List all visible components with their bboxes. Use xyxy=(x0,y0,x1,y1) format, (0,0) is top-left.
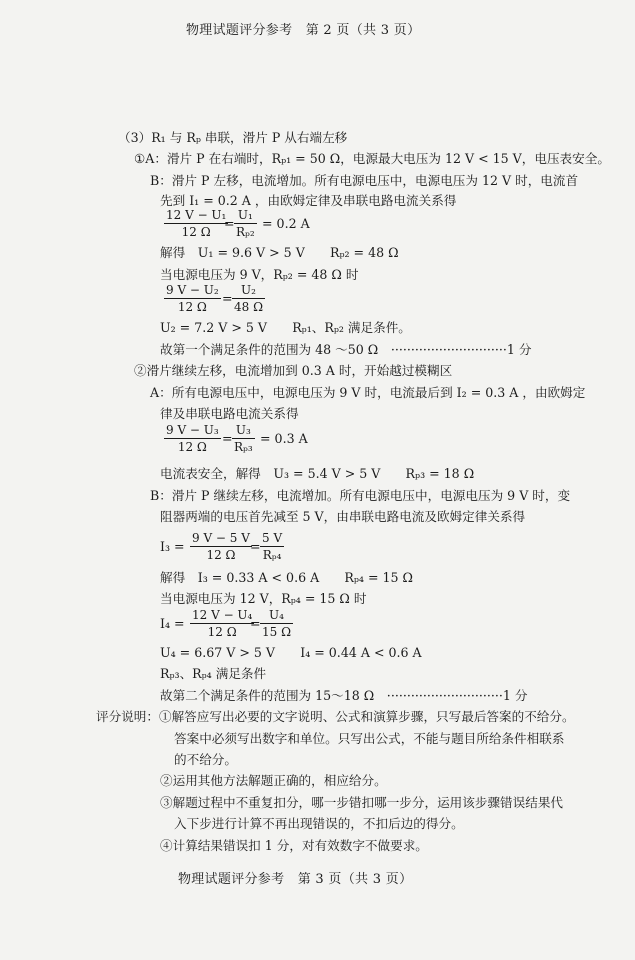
text-line: 阻器两端的电压首先减至 5 V，由串联电路电流及欧姆定律关系得 xyxy=(160,509,526,524)
fraction: U₄ 15 Ω xyxy=(262,608,292,639)
page-header: 物理试题评分参考 第 2 页（共 3 页） xyxy=(186,23,421,38)
text-line: 当电源电压为 12 V，Rₚ₄ = 15 Ω 时 xyxy=(160,591,367,606)
fraction: 9 V − U₂ 12 Ω xyxy=(166,283,219,314)
fraction: 5 V Rₚ₄ xyxy=(262,531,283,562)
text-line: 的不给分。 xyxy=(174,752,237,767)
text-line: 先到 I₁ = 0.2 A ，由欧姆定律及串联电路电流关系得 xyxy=(160,193,457,208)
text-line: 电流表安全，解得 U₃ = 5.4 V > 5 V Rₚ₃ = 18 Ω xyxy=(160,466,475,481)
fraction: U₂ 48 Ω xyxy=(234,283,264,314)
text-line: 当电源电压为 9 V，Rₚ₂ = 48 Ω 时 xyxy=(160,267,359,282)
fraction: U₁ Rₚ₂ xyxy=(236,208,255,239)
text-line: 解得 U₁ = 9.6 V > 5 V Rₚ₂ = 48 Ω xyxy=(160,245,399,260)
text-line: 答案中必须写出数字和单位。只写出公式，不能与题目所给条件相联系 xyxy=(174,731,565,746)
score-line: 故第二个满足条件的范围为 15～18 Ω ·····························1 分 xyxy=(160,688,528,703)
fraction: 9 V − U₃ 12 Ω xyxy=(166,423,219,454)
fraction: 12 V − U₄ 12 Ω xyxy=(192,608,253,639)
text-line: B：滑片 P 继续左移，电流增加。所有电源电压中，电源电压为 9 V 时，变 xyxy=(150,488,571,503)
page-footer: 物理试题评分参考 第 3 页（共 3 页） xyxy=(178,872,413,887)
text-line: U₄ = 6.67 V > 5 V I₄ = 0.44 A < 0.6 A xyxy=(160,645,422,660)
fraction: 9 V − 5 V 12 Ω xyxy=(192,531,250,562)
text-line: U₂ = 7.2 V > 5 V Rₚ₁、Rₚ₂ 满足条件。 xyxy=(160,320,411,335)
fraction: 12 V − U₁ 12 Ω xyxy=(166,208,227,239)
text-line: ②滑片继续左移，电流增加到 0.3 A 时，开始越过模糊区 xyxy=(134,363,453,378)
section-3-heading: （3）R₁ 与 Rₚ 串联，滑片 P 从右端左移 xyxy=(118,130,348,145)
fraction: U₃ Rₚ₃ xyxy=(234,423,253,454)
text-line: ③解题过程中不重复扣分，哪一步错扣哪一步分，运用该步骤错误结果代 xyxy=(160,795,563,810)
text-line: ①A：滑片 P 在右端时，Rₚ₁ = 50 Ω，电源最大电压为 12 V < 15 V，电压表安全。 xyxy=(134,151,610,166)
text-line: B：滑片 P 左移，电流增加。所有电源电压中，电源电压为 12 V 时，电流首 xyxy=(150,173,579,188)
text-line: A：所有电源电压中，电源电压为 9 V 时，电流最后到 I₂ = 0.3 A ，由欧姆定 xyxy=(150,385,586,400)
text-line: Rₚ₃、Rₚ₄ 满足条件 xyxy=(160,666,267,681)
score-line: 故第一个满足条件的范围为 48 ～50 Ω ·····························1 分 xyxy=(160,342,532,357)
text-line: 入下步进行计算不再出现错误的，不扣后边的得分。 xyxy=(174,816,464,831)
grading-notes-heading: 评分说明：①解答应写出必要的文字说明、公式和演算步骤，只写最后答案的不给分。 xyxy=(96,709,575,724)
text-line: 解得 I₃ = 0.33 A < 0.6 A Rₚ₄ = 15 Ω xyxy=(160,570,413,585)
text-line: ②运用其他方法解题正确的，相应给分。 xyxy=(160,773,387,788)
text-line: 律及串联电路电流关系得 xyxy=(160,406,299,421)
answer-sheet-page: 物理试题评分参考 第 2 页（共 3 页） （3）R₁ 与 Rₚ 串联，滑片 P 从右端左移 ①A：滑片 P 在右端时，Rₚ₁ = 50 Ω，电源最大电压为 12 V < 15 V，电压表安全。 B：滑片 P 左移，电流增加。所有电源电压中，电源电压为 12 V 时，电流首 先到 I₁ = 0.2 A ，由欧姆定律及串联电路电流关系得 12 V − U₁ 12 Ω = U₁ Rₚ₂ = 0.2 A 解得 U₁ = 9.6 V > 5 V Rₚ₂ = 48 Ω 当电源电压为 9 V，Rₚ₂ = 48 Ω 时 9 V − U₂ 12 Ω = U₂ 48 Ω U₂ = 7.2 V > 5 V Rₚ₁、Rₚ₂ 满足条件。 故第一个满足条件的范围为 48 ～50 Ω ·····························1 分 ②滑片继续左移，电流增加到 0.3 A 时，开始越过模糊区 A：所有电源电压中，电源电压为 9 V 时，电流最后到 I₂ = 0.3 A ，由欧姆定 律及串联电路电流关系得 9 V − U₃ 12 Ω = U₃ Rₚ₃ = 0.3 A 电流表安全，解得 U₃ = 5.4 V > 5 V Rₚ₃ = 18 Ω B：滑片 P 继续左移，电流增加。所有电源电压中，电源电压为 9 V 时，变 阻器两端的电压首先减至 5 V，由串联电路电流及欧姆定律关系得 I₃ = 9 V − 5 V 12 Ω = 5 V Rₚ₄ 解得 I₃ = 0.33 A < 0.6 A Rₚ₄ = 15 Ω 当电源电压为 12 V，Rₚ₄ = 15 Ω 时 I₄ = 12 V − U₄ 12 Ω = U₄ 15 Ω U₄ = 6.67 V > 5 V I₄ = 0.44 A < 0.6 A Rₚ₃、Rₚ₄ 满足条件 故第二个满足条件的范围为 15～18 Ω ·····························1 分 评分说明：①解答应写出必要的文字说明、公式和演算步骤，只写最后答案的不给分。 答案中必须写出数字和单位。只写出公式，不能与题目所给条件相联系 的不给分。 ②运用其他方法解题正确的，相应给分。 ③解题过程中不重复扣分，哪一步错扣哪一步分，运用该步骤错误结果代 入下步进行计算不再出现错误的，不扣后边的得分。 ④计算结果错误扣 1 分，对有效数字不做要求。 物理试题评分参考 第 3 页（共 3 页） xyxy=(96,23,610,887)
text-line: ④计算结果错误扣 1 分，对有效数字不做要求。 xyxy=(160,838,428,853)
